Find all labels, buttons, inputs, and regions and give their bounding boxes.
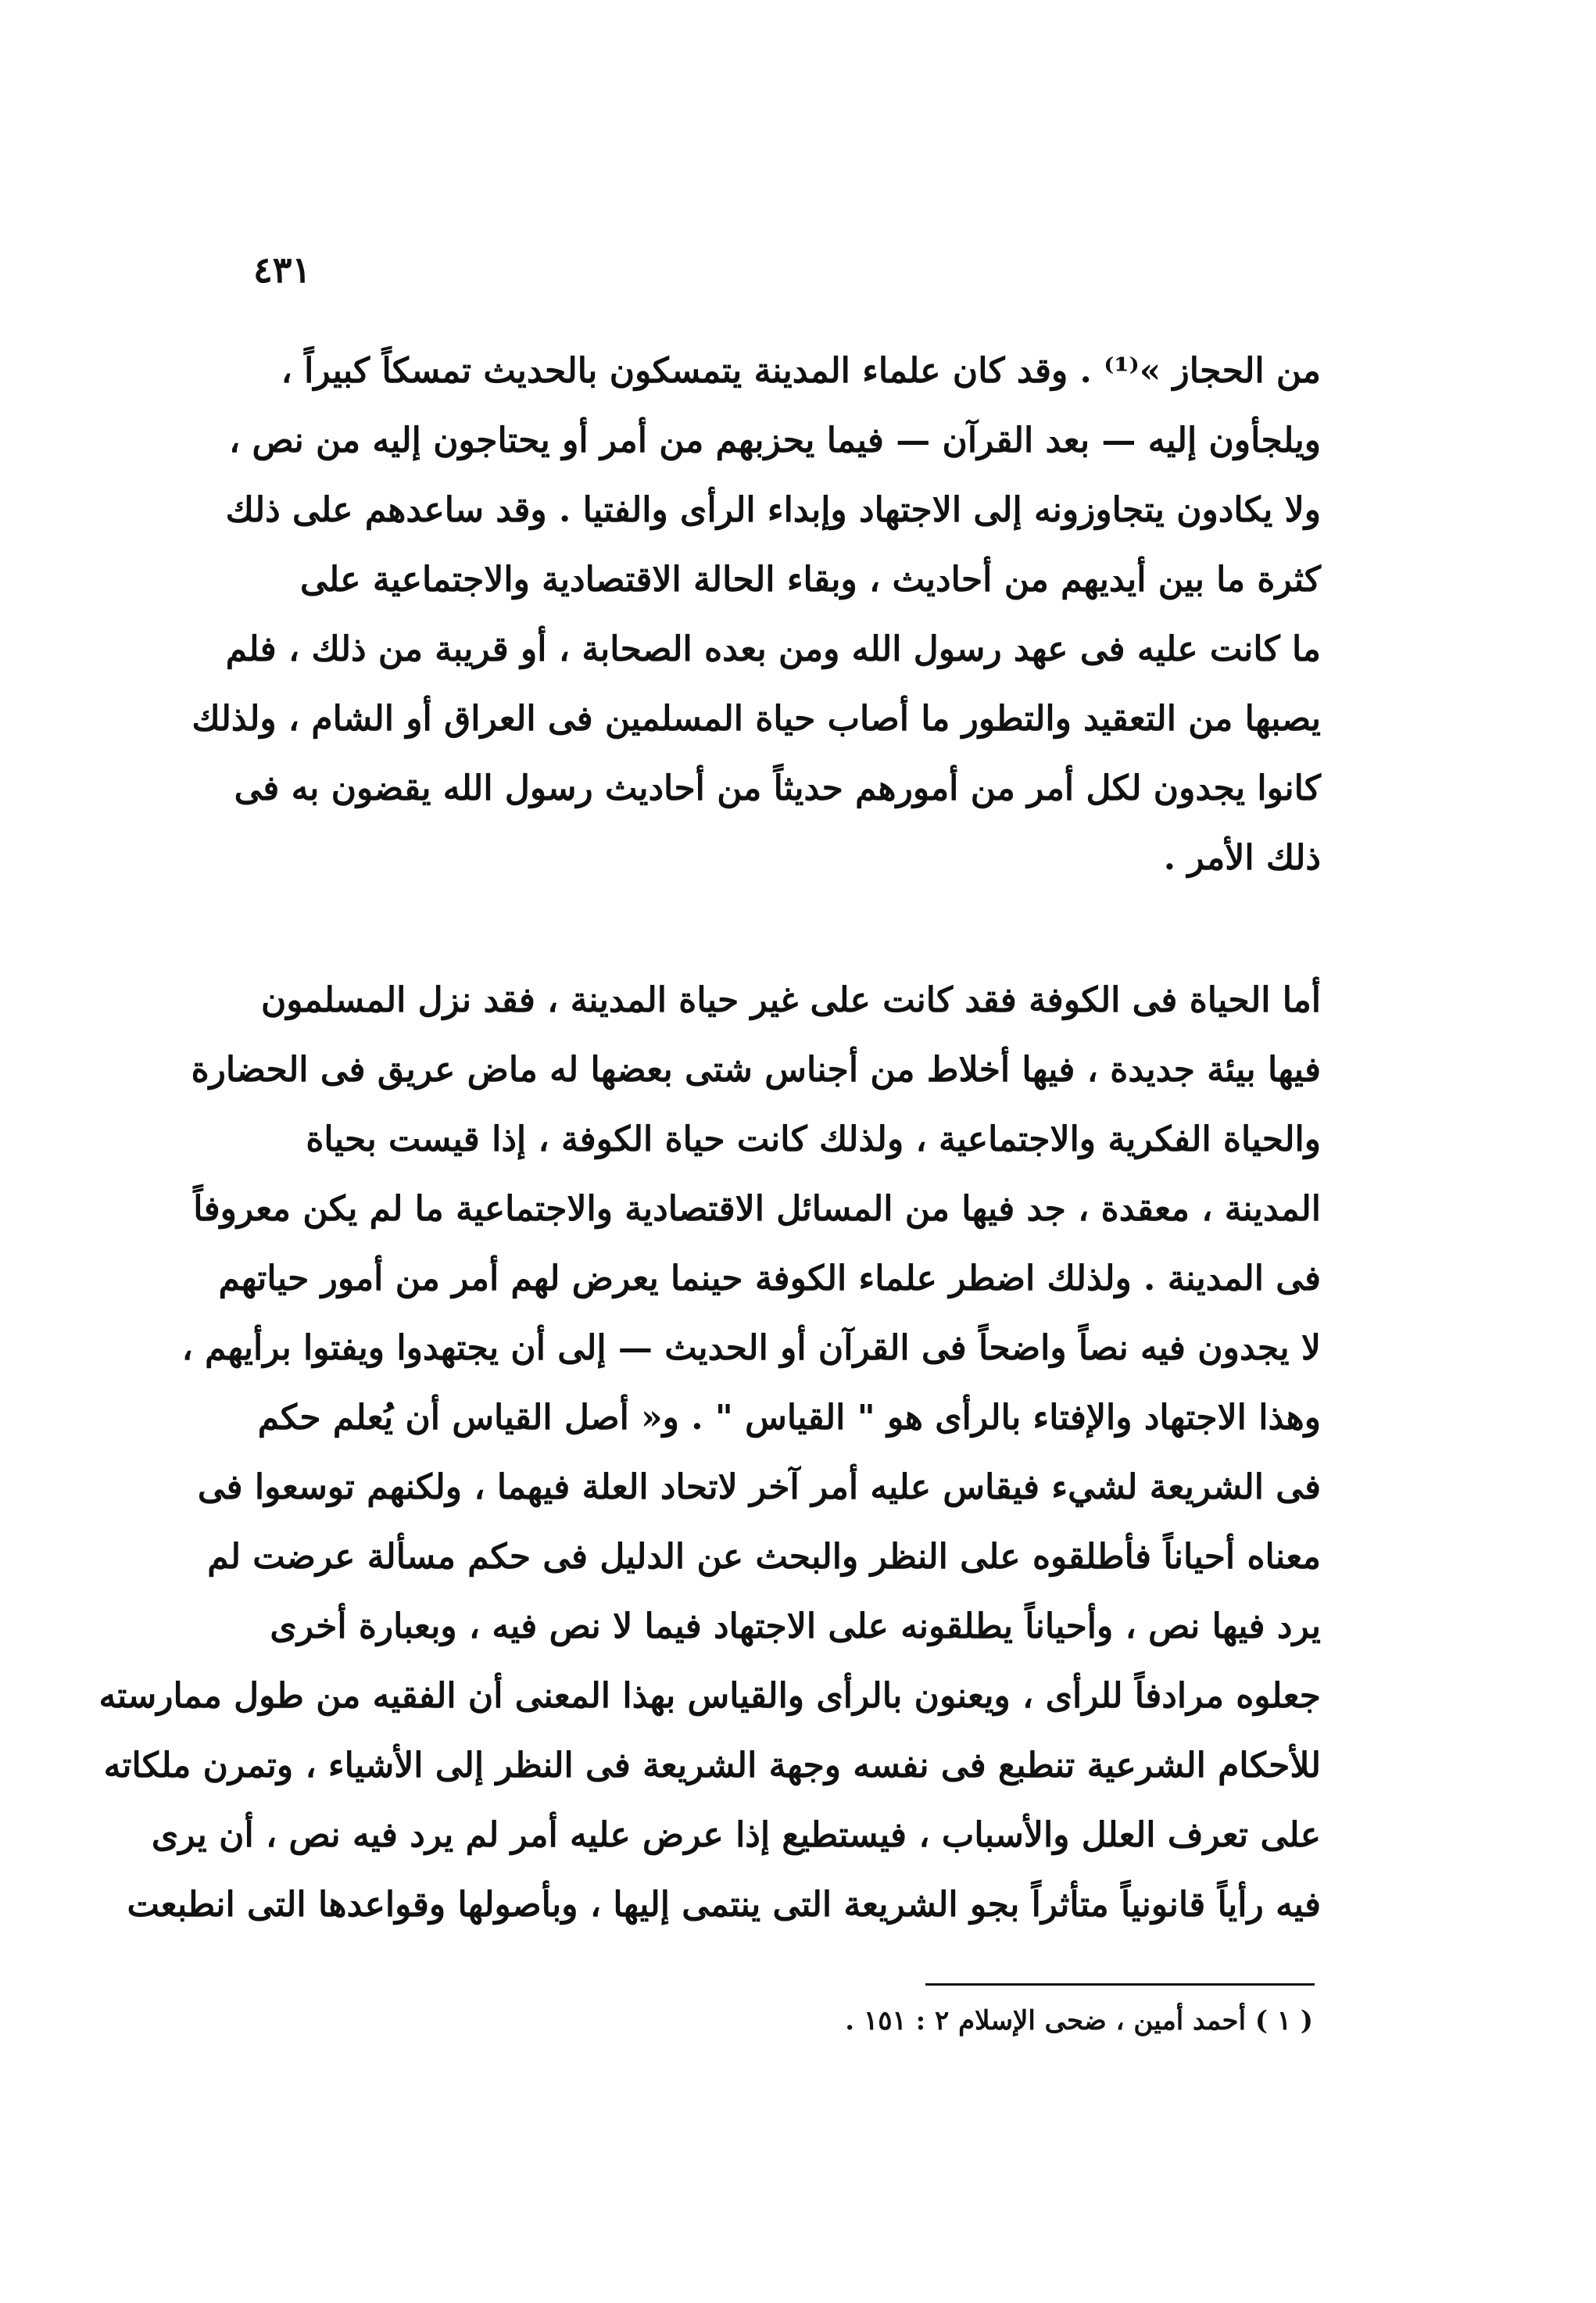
text-line: يرد فيها نص ، وأحياناً يطلقونه على الاجتهاد فيما لا نص فيه ، وبعبارة أخرى [270, 1606, 1321, 1646]
text-line: والحياة الفكرية والاجتماعية ، ولذلك كانت حياة الكوفة ، إذا قيست بحياة [306, 1119, 1321, 1159]
text-line: فى المدينة . ولذلك اضطر علماء الكوفة حينما يعرض لهم أمر من أمور حياتهم [218, 1259, 1321, 1298]
text-line: من الحجاز »⁽¹⁾ . وقد كان علماء المدينة يتمسكون بالحديث تمسكاً كبيراً ، [281, 351, 1321, 391]
text-line: للأحكام الشرعية تنطبع فى نفسه وجهة الشريعة فى النظر إلى الأشياء ، وتمرن ملكاته [103, 1746, 1321, 1785]
text-line: وهذا الاجتهاد والإفتاء بالرأى هو " القياس " . و« أصل القياس أن يُعلم حكم [257, 1398, 1321, 1438]
text-line: ذلك الأمر . [1163, 838, 1321, 878]
text-line: جعلوه مرادفاً للرأى ، ويعنون بالرأى والقياس بهذا المعنى أن الفقيه من طول ممارسته [98, 1676, 1321, 1716]
text-line: يصبها من التعقيد والتطور ما أصاب حياة المسلمين فى العراق أو الشام ، ولذلك [191, 699, 1321, 739]
text-line: فيها بيئة جديدة ، فيها أخلاط من أجناس شتى بعضها له ماض عريق فى الحضارة [191, 1050, 1321, 1090]
text-line: أما الحياة فى الكوفة فقد كانت على غير حياة المدينة ، فقد نزل المسلمون [260, 980, 1321, 1020]
text-line: ما كانت عليه فى عهد رسول الله ومن بعده الصحابة ، أو قريبة من ذلك ، فلم [225, 629, 1321, 669]
text-line: ويلجأون إليه — بعد القرآن — فيما يحزبهم من أمر أو يحتاجون إليه من نص ، [229, 421, 1321, 460]
text-line: لا يجدون فيه نصاً واضحاً فى القرآن أو الحديث — إلى أن يجتهدوا ويفتوا برأيهم ، [181, 1328, 1321, 1368]
text-line: فيه رأياً قانونياً متأثراً بجو الشريعة التى ينتمى إليها ، وبأصولها وقواعدها التى انطبعت [127, 1885, 1321, 1925]
paragraph-1 [191, 336, 1321, 893]
text-line: كثرة ما بين أيديهم من أحاديث ، وبقاء الحالة الاقتصادية والاجتماعية على [300, 560, 1321, 600]
footnote-divider [925, 1983, 1315, 1986]
text-line: المدينة ، معقدة ، جد فيها من المسائل الاقتصادية والاجتماعية ما لم يكن معروفاً [193, 1189, 1321, 1229]
paragraph-2 [98, 965, 1321, 1939]
text-line: كانوا يجدون لكل أمر من أمورهم حديثاً من أحاديث رسول الله يقضون به فى [234, 768, 1321, 808]
footnote: ( ١ ) أحمد أمين ، ضحى الإسلام ٢ : ١٥١ . [845, 2005, 1313, 2036]
text-line: معناه أحياناً فأطلقوه على النظر والبحث عن الدليل فى حكم مسألة عرضت لم [207, 1537, 1321, 1577]
text-line: فى الشريعة لشيء فيقاس عليه أمر آخر لاتحاد العلة فيهما ، ولكنهم توسعوا فى [197, 1467, 1321, 1507]
page-number: ٤٣١ [253, 249, 312, 291]
text-line: ولا يكادون يتجاوزونه إلى الاجتهاد وإبداء الرأى والفتيا . وقد ساعدهم على ذلك [225, 490, 1321, 530]
text-line: على تعرف العلل والأسباب ، فيستطيع إذا عرض عليه أمر لم يرد فيه نص ، أن يرى [151, 1815, 1321, 1855]
